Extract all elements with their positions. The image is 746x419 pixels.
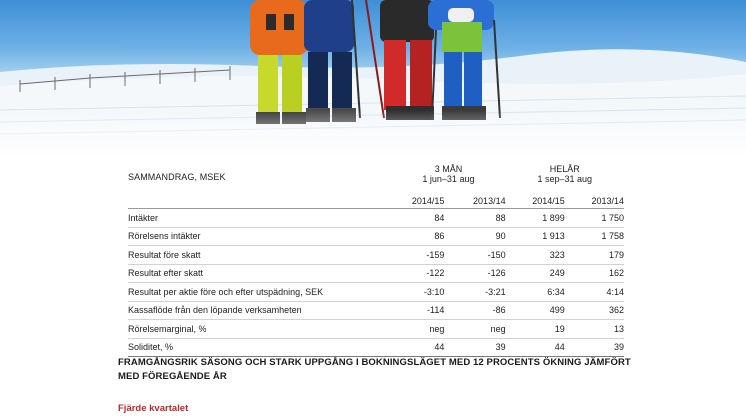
cell: 1 750 — [565, 209, 624, 228]
cell: 44 — [506, 338, 565, 357]
cell: -3:10 — [391, 283, 444, 302]
group-full-year-period: 1 sep–31 aug — [537, 174, 593, 184]
table-row — [128, 301, 624, 320]
table-row — [128, 320, 624, 339]
cell: -3:21 — [444, 283, 505, 302]
cell: 39 — [444, 338, 505, 357]
cell: 19 — [506, 320, 565, 339]
section-headline: FRAMGÅNGSRIK SÄSONG OCH STARK UPPGÅNG I BOKNINGSLÄGET MED 12 PROCENTS ÖKNING JÄMFÖRT MED FÖREGÅENDE ÅR — [118, 357, 631, 382]
group-full-year-title: HELÅR — [549, 164, 580, 174]
family-skiing-illustration — [0, 0, 746, 158]
cell: 1 899 — [506, 209, 565, 228]
cell: 44 — [391, 338, 444, 357]
cell: 86 — [391, 227, 444, 246]
row-label: Intäkter — [128, 209, 391, 228]
cell: 179 — [565, 246, 624, 265]
cell: 13 — [565, 320, 624, 339]
year-col-3: 2014/15 — [506, 190, 565, 209]
cell: 323 — [506, 246, 565, 265]
cell: 249 — [506, 264, 565, 283]
group-3-months-period: 1 jun–31 aug — [422, 174, 475, 184]
table-row — [128, 264, 624, 283]
cell: 90 — [444, 227, 505, 246]
group-3-months-title: 3 MÅN — [434, 164, 463, 174]
table-row — [128, 209, 624, 228]
hero-photo — [0, 0, 746, 158]
cell: 6:34 — [506, 283, 565, 302]
table-row — [128, 283, 624, 302]
row-label: Rörelsens intäkter — [128, 227, 391, 246]
cell: 88 — [444, 209, 505, 228]
group-3-months — [391, 164, 505, 190]
table-title: SAMMANDRAG, MSEK — [128, 172, 226, 182]
cell: 4:14 — [565, 283, 624, 302]
row-label: Resultat efter skatt — [128, 264, 391, 283]
cell: 162 — [565, 264, 624, 283]
row-label: Resultat per aktie före och efter utspädning, SEK — [128, 283, 391, 302]
row-label: Kassaflöde från den löpande verksamheten — [128, 301, 391, 320]
cell: -159 — [391, 246, 444, 265]
cell: 1 913 — [506, 227, 565, 246]
group-full-year — [506, 164, 624, 190]
year-col-4: 2013/14 — [565, 190, 624, 209]
table-row — [128, 338, 624, 357]
years-row — [128, 190, 624, 209]
cell: 499 — [506, 301, 565, 320]
cell: -86 — [444, 301, 505, 320]
row-label: Resultat före skatt — [128, 246, 391, 265]
table-row — [128, 227, 624, 246]
section-subheading: Fjärde kvartalet — [118, 403, 189, 414]
table-row — [128, 246, 624, 265]
year-col-2: 2013/14 — [444, 190, 505, 209]
cell: 362 — [565, 301, 624, 320]
cell: neg — [444, 320, 505, 339]
row-label: Rörelsemarginal, % — [128, 320, 391, 339]
table-header-row — [128, 164, 624, 190]
summary-table — [128, 164, 624, 357]
cell: -122 — [391, 264, 444, 283]
cell: -126 — [444, 264, 505, 283]
cell: 1 758 — [565, 227, 624, 246]
year-col-1: 2014/15 — [391, 190, 444, 209]
cell: neg — [391, 320, 444, 339]
cell: 84 — [391, 209, 444, 228]
cell: 39 — [565, 338, 624, 357]
cell: -150 — [444, 246, 505, 265]
cell: -114 — [391, 301, 444, 320]
row-label: Soliditet, % — [128, 338, 391, 357]
